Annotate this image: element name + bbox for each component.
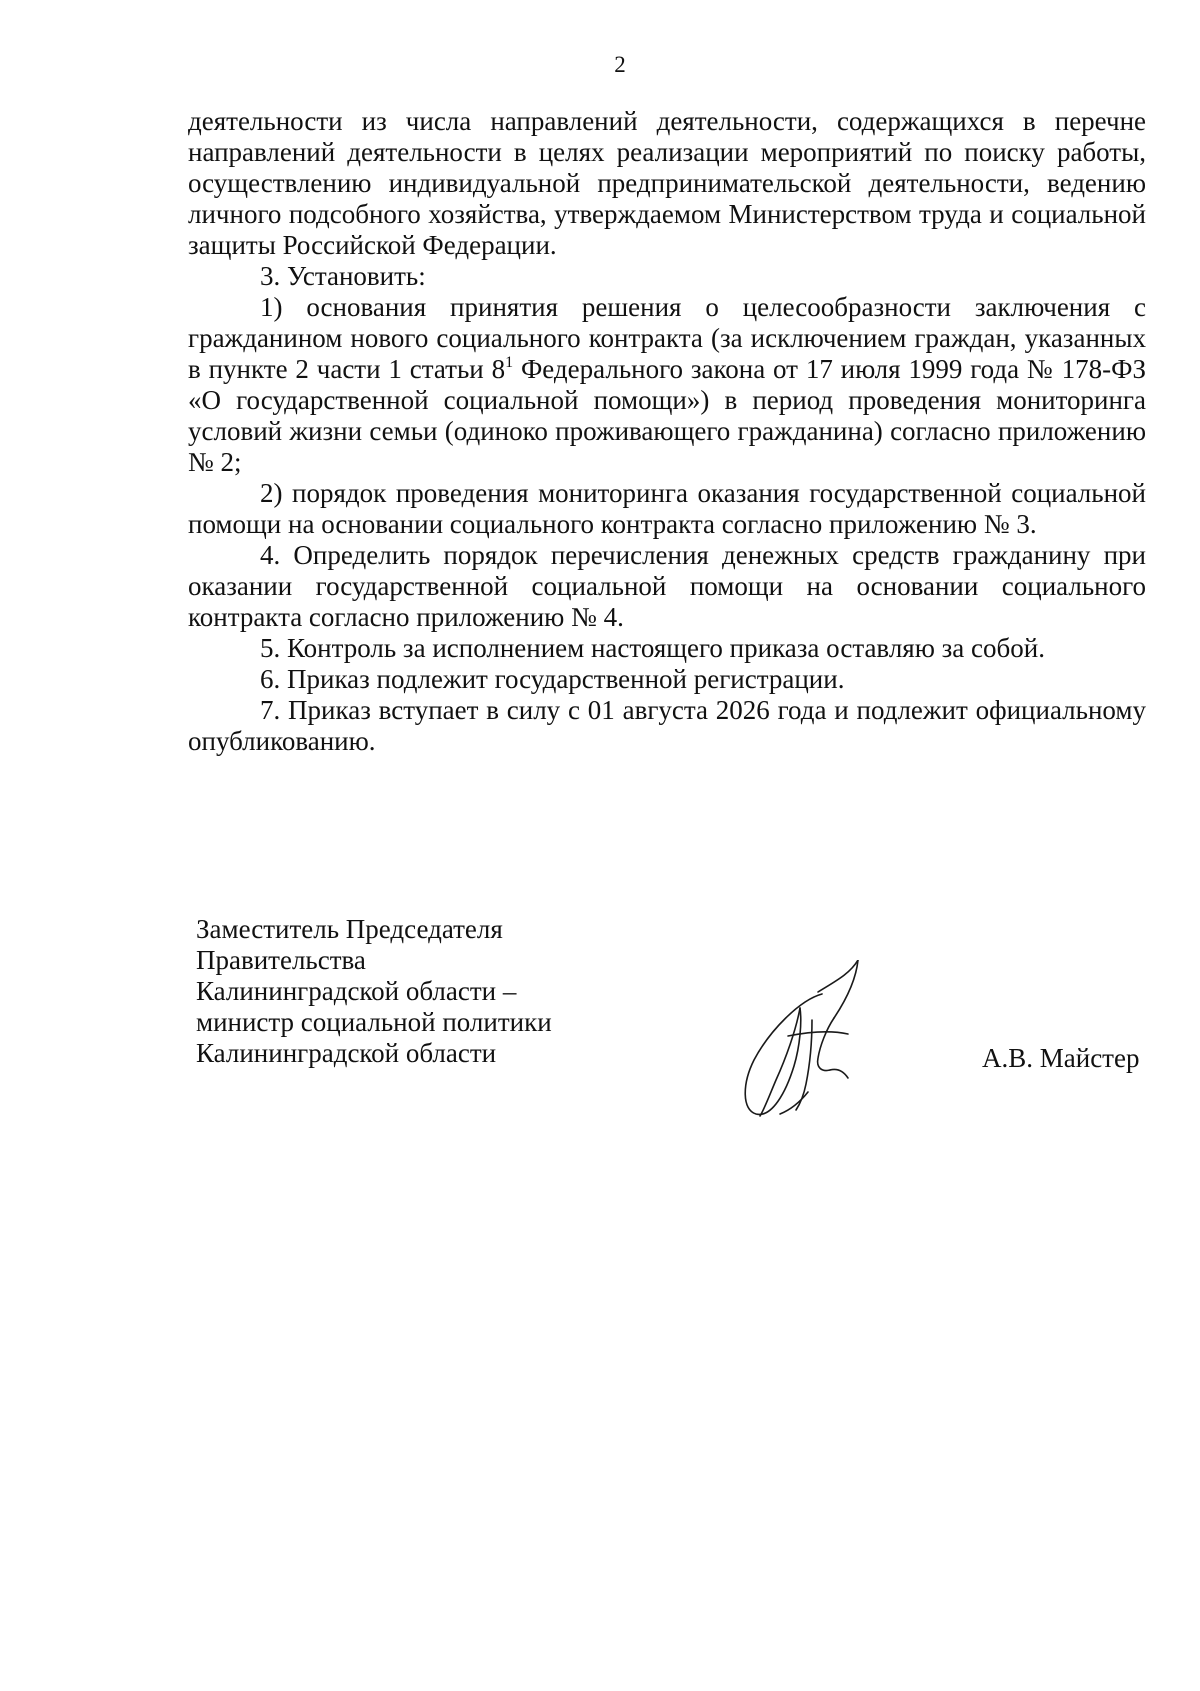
paragraph-item-7: 7. Приказ вступает в силу с 01 августа 2026 года и подлежит официальному опубликованию. — [188, 695, 1146, 756]
paragraph-continuation: деятельности из числа направлений деятельности, содержащихся в перечне направлений деятельности в целях реализации мероприятий по поиску работы, осуществлению индивидуальной предпринимательской деятельности, ведению личного подсобного хозяйства, утверждаемом Министерством труда и социальной защиты Российской Федерации. — [188, 106, 1146, 260]
signatory-title-line: министр социальной политики — [196, 1007, 552, 1037]
signatory-title — [196, 914, 552, 1069]
signatory-title-line: Калининградской области — [196, 1038, 497, 1068]
signatory-title-line: Калининградской области – — [196, 976, 517, 1006]
paragraph-item-3-2: 2) порядок проведения мониторинга оказания государственной социальной помощи на основании социального контракта согласно приложению № 3. — [188, 478, 1146, 539]
signatory-name: А.В. Майстер — [982, 1043, 1140, 1073]
document-body — [188, 106, 1146, 757]
superscript: 1 — [505, 354, 514, 371]
paragraph-text: 1) основания принятия решения о целесообразности заключения с гражданином нового социального контракта (за исключением граждан, указанных в пункте 2 части 1 статьи 8 — [188, 292, 1146, 384]
paragraph-item-5: 5. Контроль за исполнением настоящего приказа оставляю за собой. — [260, 633, 1045, 663]
signatory-title-line: Правительства — [196, 945, 366, 975]
page-number: 2 — [614, 52, 626, 77]
paragraph-item-3: 3. Установить: — [260, 261, 426, 291]
signatory-title-line: Заместитель Председателя — [196, 914, 503, 944]
paragraph-item-6: 6. Приказ подлежит государственной регистрации. — [260, 664, 845, 694]
handwritten-signature — [730, 960, 880, 1120]
paragraph-item-3-1 — [188, 292, 1146, 478]
paragraph-text: Федерального закона от 17 июля 1999 года № 178-ФЗ «О государственной социальной помощи») в период проведения мониторинга условий жизни семьи (одиноко проживающего гражданина) согласно приложению № 2; — [188, 354, 1147, 477]
paragraph-item-4: 4. Определить порядок перечисления денежных средств гражданину при оказании государственной социальной помощи на основании социального контракта согласно приложению № 4. — [188, 540, 1146, 632]
